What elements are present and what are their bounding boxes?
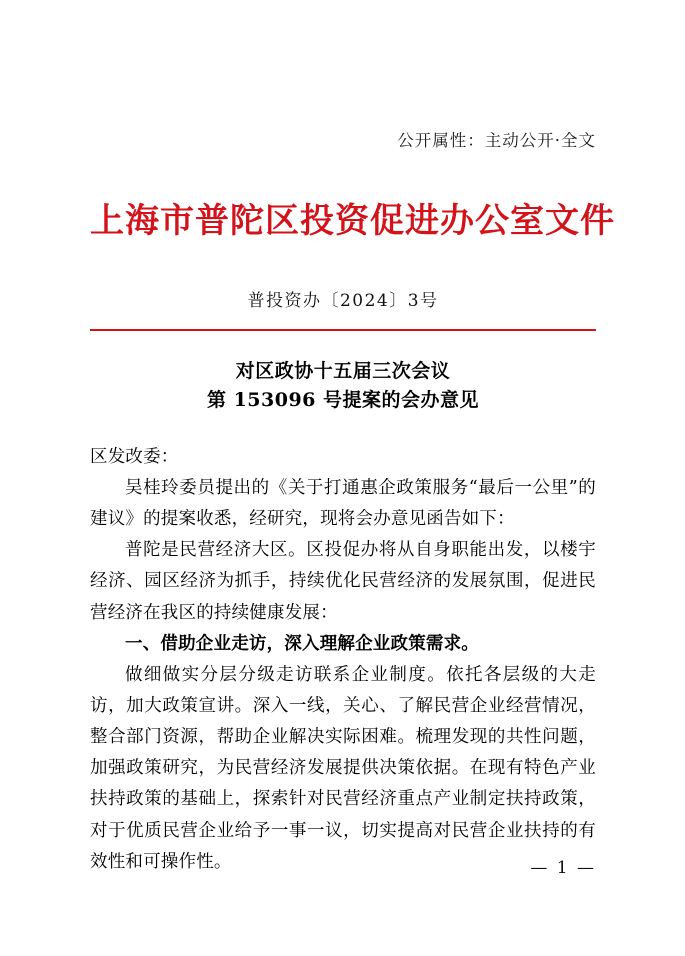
document-body — [90, 442, 596, 878]
section-body-1: 做细做实分层分级走访联系企业制度。依托各层级的大走访，加大政策宣讲。深入一线，关心、了解民营企业经营情况，整合部门资源，帮助企业解决实际困难。梳理发现的共性问题，加强政策研究，为民营经济发展提供决策依据。在现有特色产业扶持政策的基础上，探索针对民营经济重点产业制定扶持政策，对于优质民营企业给予一事一议，切实提高对民营企业扶持的有效性和可操作性。 — [90, 664, 596, 872]
body-paragraph-1: 吴桂玲委员提出的《关于打通惠企政策服务“最后一公里”的建议》的提案收悉，经研究，现将会办意见函告如下： — [90, 478, 596, 530]
subject-line-1: 对区政协十五届三次会议 — [235, 360, 451, 382]
recipient-line: 区发改委： — [90, 446, 179, 467]
document-subject — [90, 357, 596, 416]
document-number: 普投资办〔2024〕3号 — [247, 291, 439, 311]
body-paragraph-2: 普陀是民营经济大区。区投促办将从自身职能出发，以楼宇经济、园区经济为抓手，持续优化民营经济的发展氛围，促进民营经济在我区的持续健康发展： — [90, 540, 596, 623]
page-number: — 1 — — [530, 858, 596, 878]
public-attribute-line: 公开属性：主动公开·全文 — [397, 131, 596, 150]
document-content — [90, 0, 615, 878]
document-title: 上海市普陀区投资促进办公室文件 — [90, 201, 615, 241]
subject-line-2: 第 153096 号提案的会办意见 — [206, 389, 480, 412]
section-heading-1: 一、借助企业走访，深入理解企业政策需求。 — [125, 633, 479, 654]
red-divider — [90, 329, 596, 331]
